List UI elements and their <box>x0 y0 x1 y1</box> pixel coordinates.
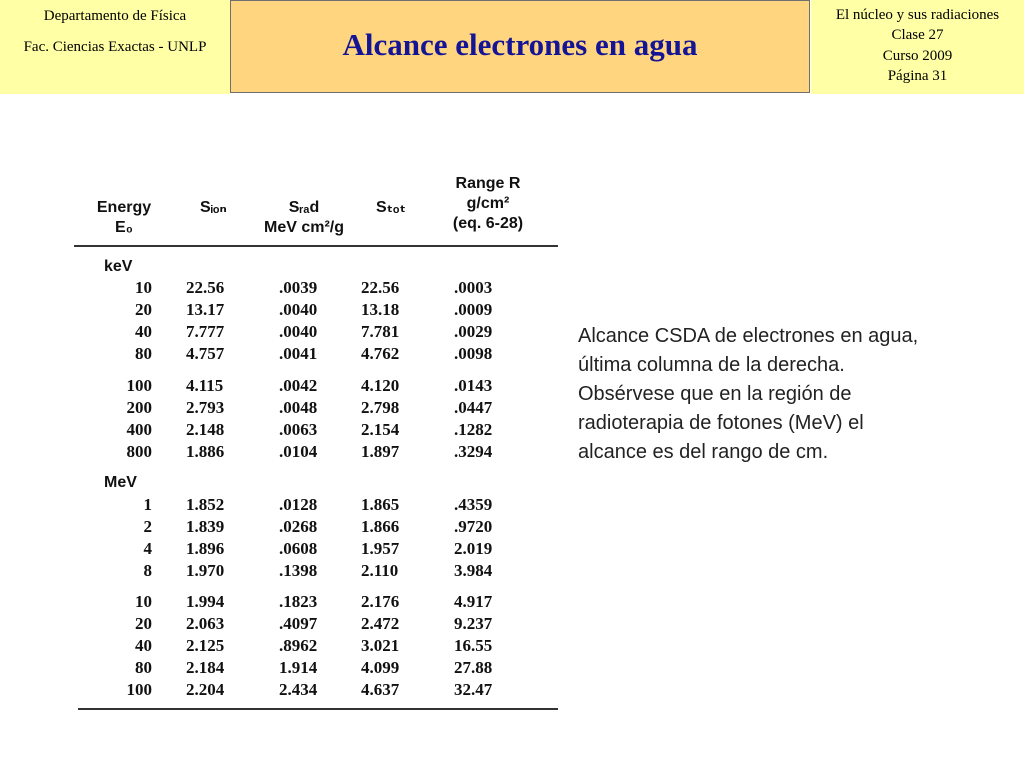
course-name: El núcleo y sus radiaciones <box>835 7 1000 23</box>
col-range-header <box>446 174 530 234</box>
sion-cell: 2.793 <box>186 398 225 417</box>
col-range-units: g/cm² <box>466 195 510 212</box>
range-cell: 9.237 <box>454 614 493 633</box>
sion-cell: 1.994 <box>186 592 225 611</box>
energy-cell: 200 <box>126 398 152 417</box>
sion-cell: 2.063 <box>186 614 225 633</box>
table-row <box>74 538 558 560</box>
stot-cell: 13.18 <box>361 300 400 319</box>
srad-cell: .0268 <box>279 517 318 536</box>
srad-cell: .1398 <box>279 561 318 580</box>
range-cell: 4.917 <box>454 592 493 611</box>
energy-cell: 4 <box>143 539 152 558</box>
table-row <box>74 679 558 701</box>
sion-cell: 13.17 <box>186 300 225 319</box>
energy-cell: 800 <box>126 442 152 461</box>
table-row <box>74 635 558 657</box>
range-cell: .3294 <box>454 442 493 461</box>
sion-cell: 7.777 <box>186 322 225 341</box>
srad-cell: .0040 <box>279 300 318 319</box>
table-row <box>74 321 558 343</box>
note-line: última columna de la derecha. <box>578 354 845 376</box>
explanatory-note <box>578 322 998 467</box>
col-energy-label: Energy <box>96 199 152 216</box>
energy-cell: 40 <box>135 322 152 341</box>
table-row <box>74 343 558 365</box>
col-srad-header <box>254 198 354 238</box>
note-line: alcance es del rango de cm. <box>578 441 829 463</box>
srad-cell: .0042 <box>279 376 318 395</box>
range-cell: .0447 <box>454 398 493 417</box>
stot-cell: 1.865 <box>361 495 400 514</box>
range-cell: .0029 <box>454 322 493 341</box>
sion-cell: 2.125 <box>186 636 225 655</box>
energy-cell: 10 <box>135 592 152 611</box>
note-line: Obsérvese que en la región de <box>578 383 852 405</box>
range-cell: .1282 <box>454 420 493 439</box>
energy-cell: 8 <box>143 561 152 580</box>
col-range-label: Range R <box>455 175 521 192</box>
energy-cell: 80 <box>135 344 152 363</box>
srad-cell: 1.914 <box>279 658 318 677</box>
table-bottom-rule <box>78 708 558 710</box>
sion-cell: 2.184 <box>186 658 225 677</box>
stot-cell: 3.021 <box>361 636 400 655</box>
srad-cell: .0063 <box>279 420 318 439</box>
srad-cell: .0041 <box>279 344 318 363</box>
range-cell: 3.984 <box>454 561 493 580</box>
srad-cell: .0040 <box>279 322 318 341</box>
table-row <box>74 494 558 516</box>
stot-cell: 2.472 <box>361 614 400 633</box>
range-cell: 32.47 <box>454 680 493 699</box>
srad-cell: .1823 <box>279 592 318 611</box>
table-row <box>74 375 558 397</box>
sion-cell: 2.204 <box>186 680 225 699</box>
energy-cell: 80 <box>135 658 152 677</box>
sion-cell: 4.115 <box>186 376 224 395</box>
range-cell: .9720 <box>454 517 493 536</box>
range-cell: .0098 <box>454 344 493 363</box>
energy-unit-label: MeV <box>104 474 137 491</box>
energy-unit-label: keV <box>104 258 133 275</box>
stot-cell: 2.798 <box>361 398 400 417</box>
col-sion-header: Sᵢₒₙ <box>200 199 227 216</box>
table-header-rule <box>74 245 558 247</box>
department-label: Departamento de Física <box>43 8 187 24</box>
table-row <box>74 397 558 419</box>
header-title-box <box>230 0 810 93</box>
srad-cell: .0039 <box>279 278 318 297</box>
course-year: Curso 2009 <box>882 48 953 64</box>
stot-cell: 4.637 <box>361 680 400 699</box>
energy-cell: 100 <box>126 376 152 395</box>
sion-cell: 1.886 <box>186 442 225 461</box>
range-cell: .0003 <box>454 278 493 297</box>
col-range-ref: (eq. 6-28) <box>452 215 524 232</box>
range-cell: .0143 <box>454 376 493 395</box>
page-title: Alcance electrones en agua <box>342 27 698 62</box>
energy-cell: 1 <box>143 495 152 514</box>
srad-cell: 2.434 <box>279 680 318 699</box>
stot-cell: 1.897 <box>361 442 400 461</box>
stot-cell: 1.866 <box>361 517 400 536</box>
energy-cell: 20 <box>135 300 152 319</box>
table-row <box>74 560 558 582</box>
stot-cell: 4.762 <box>361 344 400 363</box>
range-cell: 27.88 <box>454 658 493 677</box>
header-institution <box>0 0 230 94</box>
energy-cell: 100 <box>126 680 152 699</box>
col-energy-header <box>94 198 154 238</box>
faculty-label: Fac. Ciencias Exactas - UNLP <box>23 39 207 55</box>
note-line: Alcance CSDA de electrones en agua, <box>578 325 919 347</box>
stot-cell: 2.110 <box>361 561 399 580</box>
stot-cell: 7.781 <box>361 322 400 341</box>
srad-cell: .0048 <box>279 398 318 417</box>
stot-cell: 2.176 <box>361 592 400 611</box>
sion-cell: 1.852 <box>186 495 225 514</box>
srad-cell: .0128 <box>279 495 318 514</box>
table-row <box>74 516 558 538</box>
srad-cell: .0608 <box>279 539 318 558</box>
energy-cell: 2 <box>143 517 152 536</box>
note-line: radioterapia de fotones (MeV) el <box>578 412 864 434</box>
page-number: Página 31 <box>887 68 948 84</box>
table-row <box>74 591 558 613</box>
sion-cell: 1.970 <box>186 561 225 580</box>
sion-cell: 1.839 <box>186 517 225 536</box>
table-row <box>74 613 558 635</box>
range-cell: 16.55 <box>454 636 493 655</box>
range-cell: 2.019 <box>454 539 493 558</box>
table-row <box>74 657 558 679</box>
table-row <box>74 277 558 299</box>
srad-cell: .4097 <box>279 614 318 633</box>
sion-cell: 2.148 <box>186 420 225 439</box>
stot-cell: 1.957 <box>361 539 400 558</box>
col-srad-label: Sᵣₐd <box>288 199 320 216</box>
table-row <box>74 419 558 441</box>
energy-cell: 10 <box>135 278 152 297</box>
srad-cell: .0104 <box>279 442 318 461</box>
table-row <box>74 441 558 463</box>
col-stot-header: Sₜₒₜ <box>376 199 406 216</box>
range-cell: .0009 <box>454 300 493 319</box>
sion-cell: 22.56 <box>186 278 225 297</box>
col-energy-symbol: E₀ <box>115 219 133 236</box>
stot-cell: 22.56 <box>361 278 400 297</box>
energy-cell: 400 <box>126 420 152 439</box>
class-number: Clase 27 <box>891 27 944 43</box>
col-units-label: MeV cm²/g <box>263 219 344 236</box>
range-table <box>74 170 558 716</box>
stot-cell: 4.120 <box>361 376 400 395</box>
table-row <box>74 299 558 321</box>
energy-cell: 20 <box>135 614 152 633</box>
sion-cell: 4.757 <box>186 344 225 363</box>
energy-cell: 40 <box>135 636 152 655</box>
srad-cell: .8962 <box>279 636 318 655</box>
header-course-info <box>811 0 1024 94</box>
range-cell: .4359 <box>454 495 493 514</box>
sion-cell: 1.896 <box>186 539 225 558</box>
stot-cell: 2.154 <box>361 420 400 439</box>
stot-cell: 4.099 <box>361 658 400 677</box>
